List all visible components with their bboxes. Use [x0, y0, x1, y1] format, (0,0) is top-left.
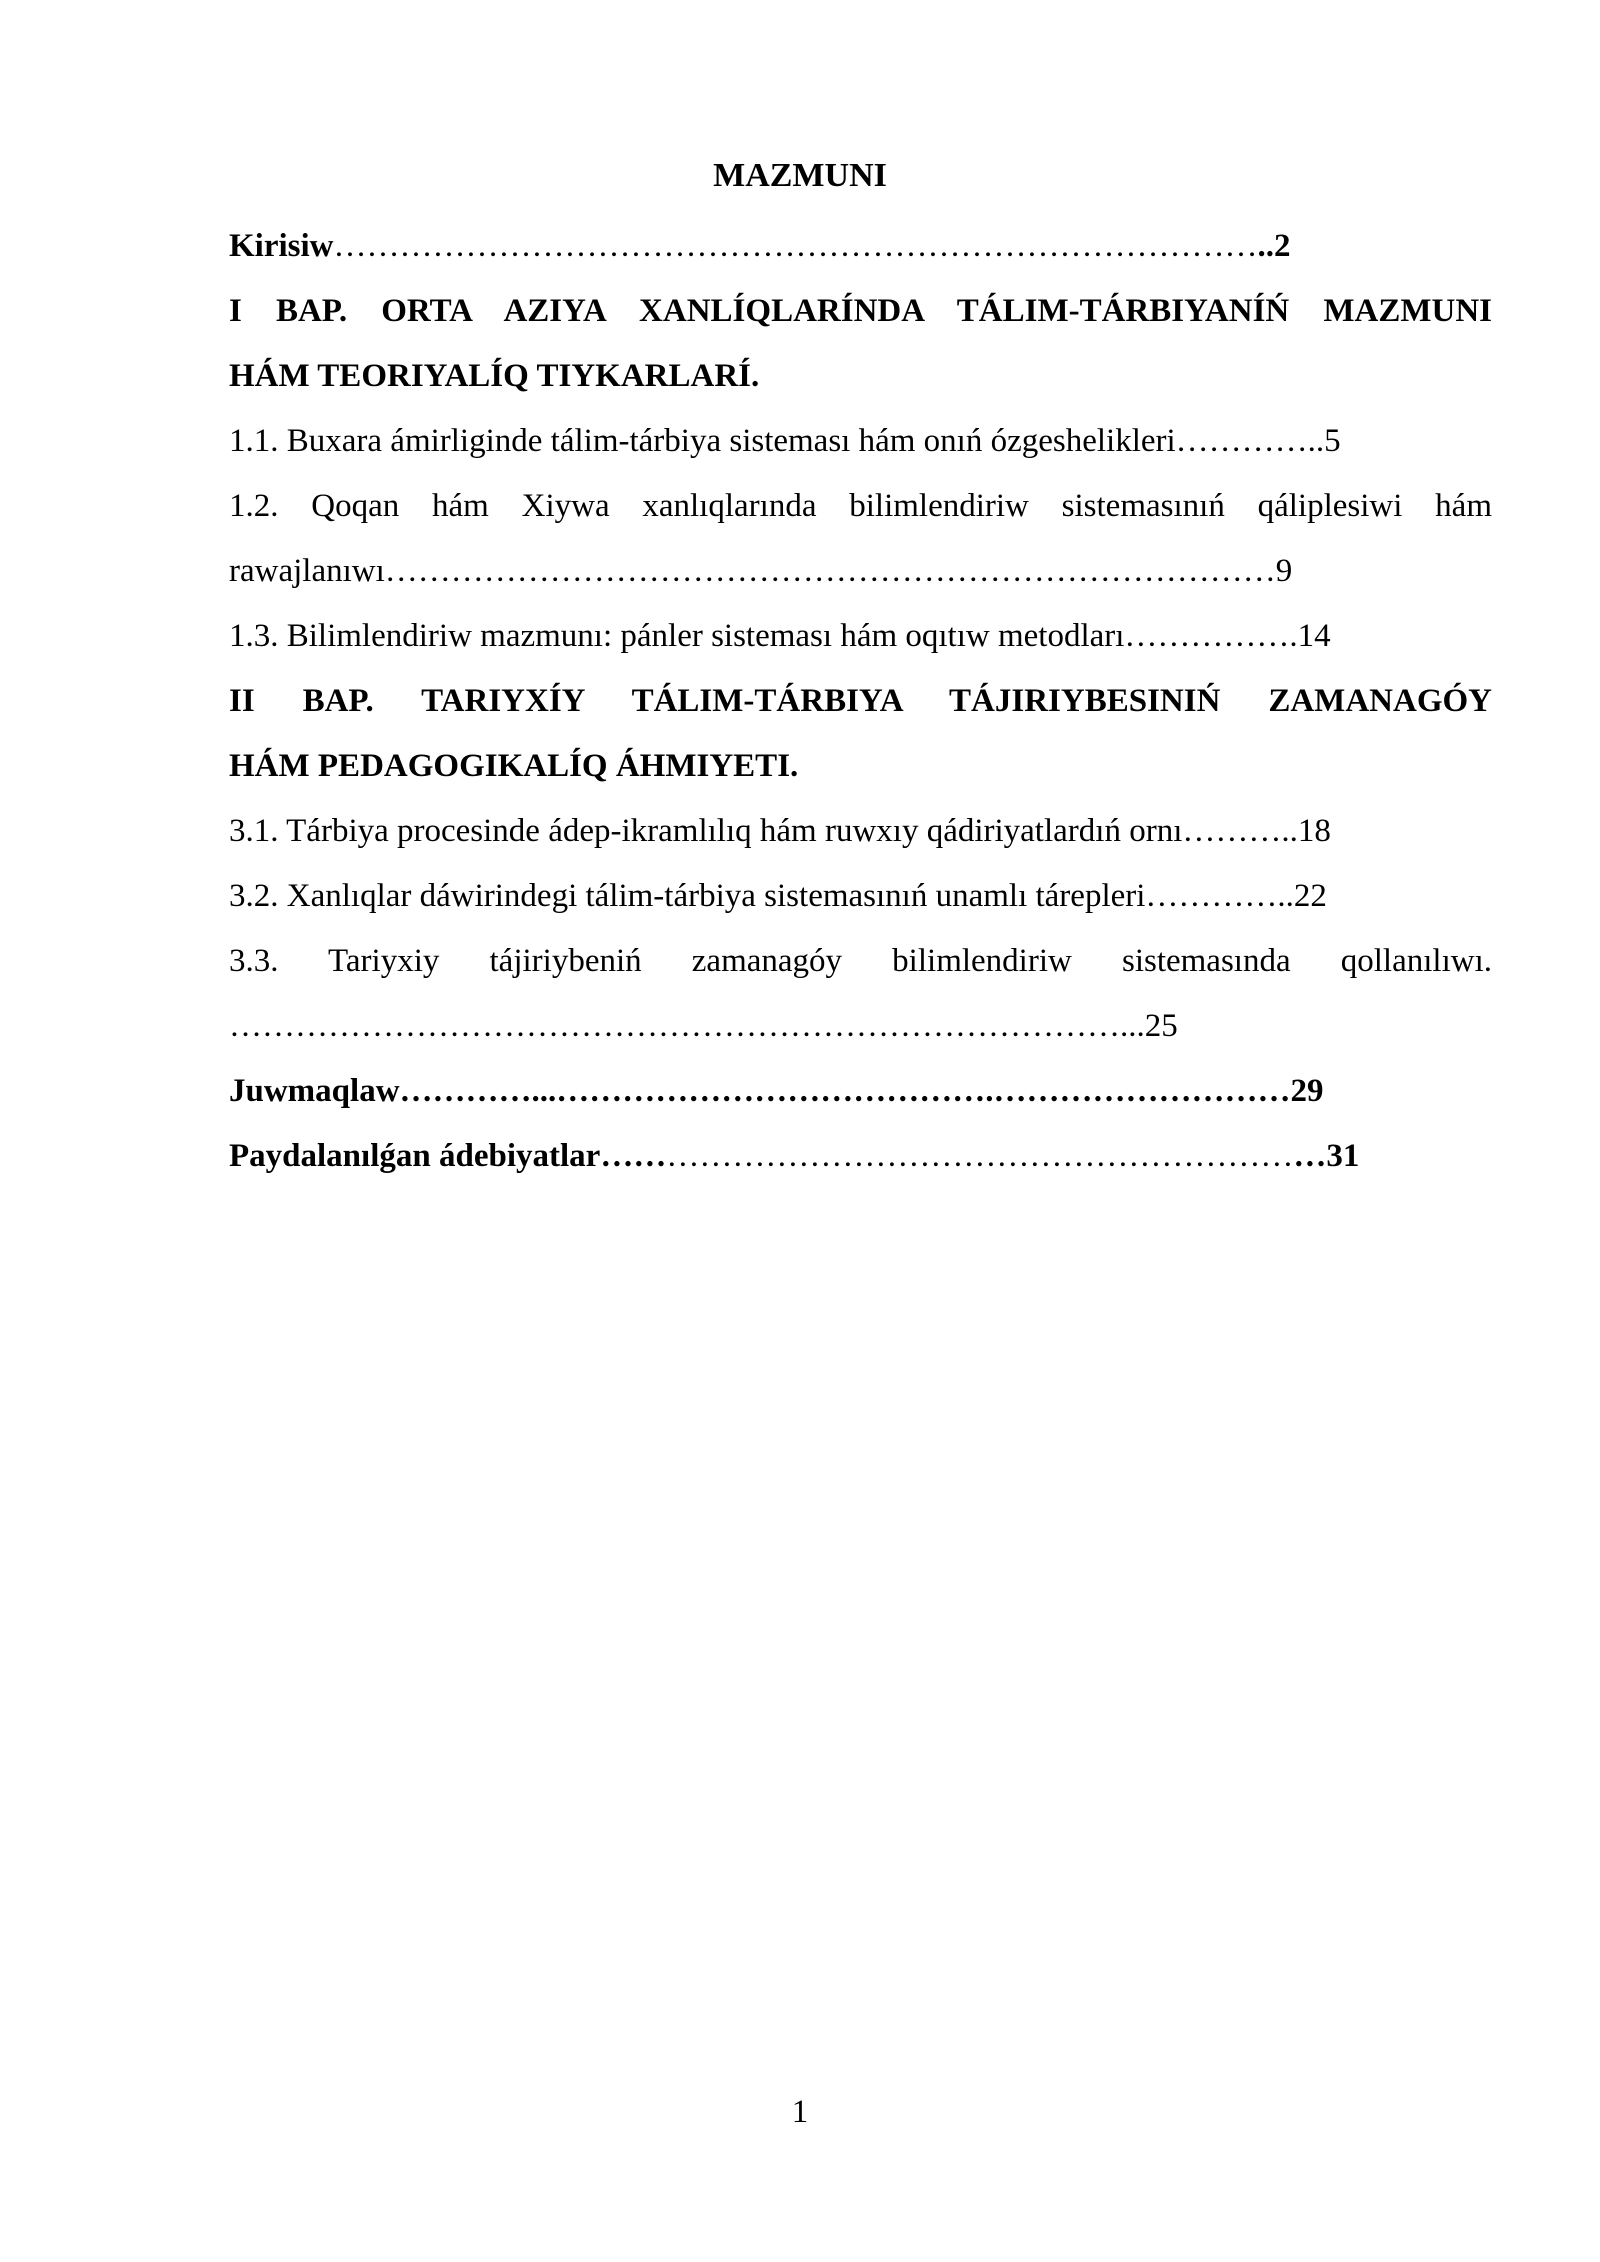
toc-chapter2-heading-line2: HÁM PEDAGOGIKALÍQ ÁHMIYETI.: [229, 748, 799, 784]
page-title: MAZMUNI: [713, 157, 887, 194]
toc-entry-intro: [229, 214, 1492, 279]
page-number: 1: [791, 2094, 809, 2130]
table-of-contents: [229, 214, 1492, 1189]
toc-entry-conclusion: Juwmaqlaw…………...………………………………….………………………29: [229, 1073, 1324, 1109]
toc-chapter1-heading-line1: I BAP. ORTA AZIYA XANLÍQLARÍNDA TÁLIM-TÁRBIYANÍŃ MAZMUNI: [229, 293, 1492, 329]
toc-entry-1-2-line1: 1.2. Qoqan hám Xiywa xanlıqlarında bilimlendiriw sistemasınıń qáliplesiwi hám: [229, 488, 1492, 524]
toc-entry-1-1: 1.1. Buxara ámirliginde tálim-tárbiya sisteması hám onıń ózgeshelikleri…………..5: [229, 423, 1341, 459]
toc-references-page: …31: [1293, 1138, 1360, 1174]
toc-entry-3-3-line2: ………………………………………………………………………...25: [229, 1008, 1178, 1044]
toc-entry-1-3: 1.3. Bilimlendiriw mazmunı: pánler sisteması hám oqıtıw metodları…………….14: [229, 618, 1331, 654]
toc-chapter2-heading-line1: II BAP. TARIYXÍY TÁLIM-TÁRBIYA TÁJIRIYBESINIŃ ZAMANAGÓY: [229, 683, 1492, 719]
toc-intro-label: Kirisiw: [229, 228, 334, 264]
toc-entry-references: [229, 1124, 1492, 1189]
toc-intro-page: ..2: [1257, 228, 1291, 264]
toc-entry-3-1: 3.1. Tárbiya procesinde ádep-ikramlılıq hám ruwxıy qádiriyatlardıń ornı………..18: [229, 813, 1331, 849]
toc-references-label: Paydalanılǵan ádebiyatlar: [229, 1138, 601, 1174]
toc-intro-dots: …………………………………………………………………………: [333, 228, 1258, 264]
toc-references-dots: …………………………………………………: [666, 1138, 1294, 1174]
toc-entry-3-3-line1: 3.3. Tariyxiy tájiriybeniń zamanagóy bilimlendiriw sistemasında qollanılıwı.: [229, 943, 1492, 979]
toc-chapter1-heading-line2: HÁM TEORIYALÍQ TIYKARLARÍ.: [229, 358, 760, 394]
toc-entry-3-2: 3.2. Xanlıqlar dáwirindegi tálim-tárbiya sistemasınıń unamlı tárepleri…………..22: [229, 878, 1327, 914]
toc-references-dots-bold: ……: [600, 1138, 667, 1174]
toc-entry-1-2-line2: rawajlanıwı………………………………………………………………………9: [229, 553, 1293, 589]
